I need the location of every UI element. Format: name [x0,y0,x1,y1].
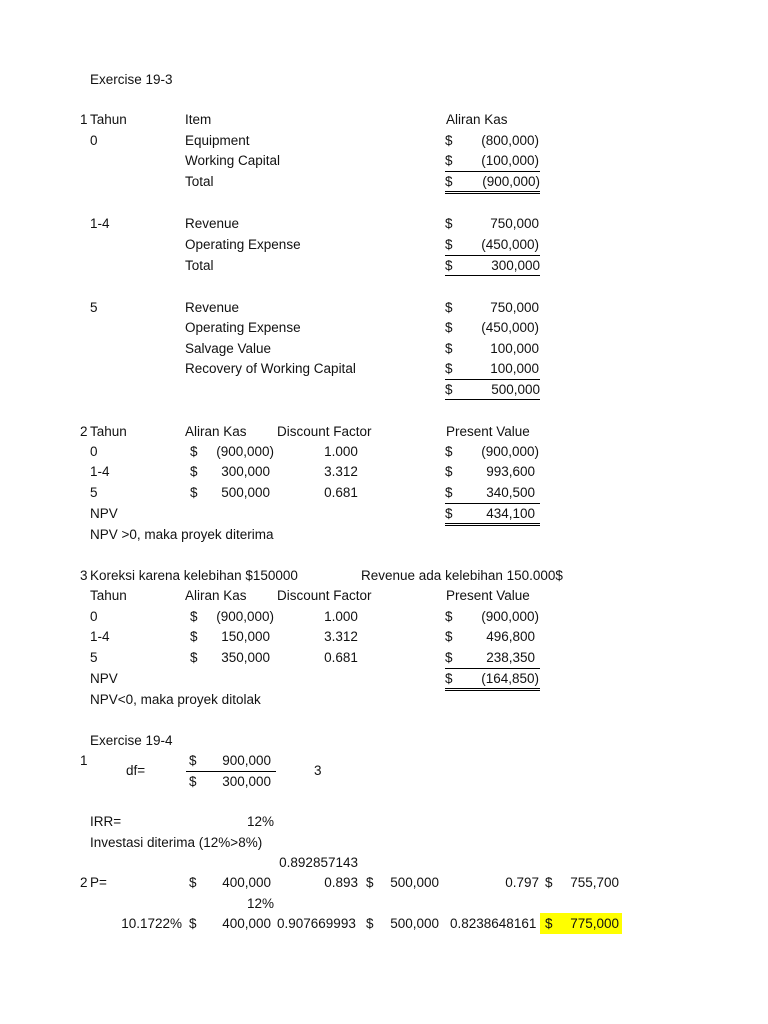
factor-value: 0.8238648161 [450,916,537,931]
discount-factor: 0.681 [324,650,358,665]
header-year: Tahun [90,424,127,439]
item-label: Recovery of Working Capital [185,361,356,376]
cash-cell: $ 100,000 [445,361,539,376]
discount-factor: 0.681 [324,485,358,500]
amount-cell: $ 400,000 [189,875,271,890]
p-label: P= [90,875,107,890]
subtotal-line [445,255,540,256]
year-label: 5 [90,485,98,500]
cash-cell: $ (450,000) [445,320,539,335]
cash-cell: $ 300,000 [190,464,270,479]
item-label: Operating Expense [185,237,301,252]
factor-value: 0.907669993 [277,916,356,931]
subtotal-line [445,379,540,380]
subtotal-line [445,503,540,504]
cash-cell: $ 500,000 [190,485,270,500]
correction-heading: Koreksi karena kelebihan $150000 [90,568,298,583]
year-label: 1-4 [90,629,110,644]
fraction-numerator: $ 900,000 [189,753,271,768]
header-cash-flow: Aliran Kas [185,588,247,603]
pv-cell: $ 238,350 [445,650,535,665]
year-label: 1-4 [90,216,110,231]
header-discount-factor: Discount Factor [277,588,372,603]
amount-cell: $ 500,000 [366,875,439,890]
cash-cell: $ 750,000 [445,216,539,231]
fraction-denominator: $ 300,000 [189,774,271,789]
discount-factor: 3.312 [324,464,358,479]
cash-cell: $ (900,000) [190,609,274,624]
part-number: 2 [80,424,88,439]
exercise-19-4-title: Exercise 19-4 [90,733,173,748]
cash-cell: $ (900,000) [190,444,274,459]
cash-cell: $ (100,000) [445,153,539,168]
df-result: 3 [314,763,322,778]
fraction-bar [186,771,276,772]
cash-cell: $ (800,000) [445,133,539,148]
irr-value: 12% [246,814,274,829]
cash-cell: $ 150,000 [190,629,270,644]
part-number: 1 [80,112,88,127]
npv-value-cell: $ (164,850) [445,671,540,691]
item-label: Total [185,174,214,189]
part-number: 3 [80,568,88,583]
rate-value: 12% [246,896,274,911]
factor-note: 0.892857143 [279,855,358,870]
total-cash-cell: $ 300,000 [445,258,540,276]
cash-cell: $ 350,000 [190,650,270,665]
discount-factor: 3.312 [324,629,358,644]
pv-cell: $ 340,500 [445,485,535,500]
year-label: 0 [90,133,98,148]
year-label: 0 [90,609,98,624]
header-year: Tahun [90,112,127,127]
header-discount-factor: Discount Factor [277,424,372,439]
year-label: 0 [90,444,98,459]
amount-cell: $ 500,000 [366,916,439,931]
cash-cell: $ 100,000 [445,341,539,356]
factor-value: 0.797 [505,875,539,890]
item-label: Working Capital [185,153,281,168]
irr-label: IRR= [90,814,122,829]
factor-value: 0.893 [324,875,358,890]
header-present-value: Present Value [446,424,530,439]
header-present-value: Present Value [446,588,530,603]
pv-cell: $ (900,000) [445,444,539,459]
npv-conclusion: NPV<0, maka proyek ditolak [90,692,261,707]
part-number: 1 [80,753,88,768]
subtotal-line [445,171,540,172]
year-label: 5 [90,300,98,315]
subtotal-line [445,668,540,669]
header-year: Tahun [90,588,127,603]
total-cash-cell: $ 500,000 [445,382,540,400]
cash-cell: $ (450,000) [445,237,539,252]
discount-factor: 1.000 [324,444,358,459]
total-cash-cell: $ (900,000) [445,174,540,194]
year-label: 5 [90,650,98,665]
pv-cell: $ 993,600 [445,464,535,479]
pv-cell: $ 496,800 [445,629,535,644]
header-cash-flow: Aliran Kas [446,112,508,127]
item-label: Total [185,258,214,273]
year-label: 1-4 [90,464,110,479]
item-label: Operating Expense [185,320,301,335]
item-label: Revenue [185,300,240,315]
exercise-19-3-title: Exercise 19-3 [90,72,173,87]
correction-note: Revenue ada kelebihan 150.000$ [361,568,563,583]
total-cell: $ 755,700 [545,875,619,890]
amount-cell: $ 400,000 [189,916,271,931]
npv-label: NPV [90,506,118,521]
npv-label: NPV [90,671,118,686]
pv-cell: $ (900,000) [445,609,539,624]
npv-value-cell: $ 434,100 [445,506,540,526]
irr-conclusion: Investasi diterima (12%>8%) [90,835,263,850]
highlighted-total-cell[interactable]: $ 775,000 [540,913,622,934]
item-label: Salvage Value [185,341,272,356]
cash-cell: $ 750,000 [445,300,539,315]
part-number: 2 [80,875,88,890]
rate-value: 10.1722% [121,916,182,931]
npv-conclusion: NPV >0, maka proyek diterima [90,527,274,542]
item-label: Equipment [185,133,250,148]
header-cash-flow: Aliran Kas [185,424,247,439]
df-label: df= [126,763,146,778]
discount-factor: 1.000 [324,609,358,624]
header-item: Item [185,112,212,127]
item-label: Revenue [185,216,240,231]
